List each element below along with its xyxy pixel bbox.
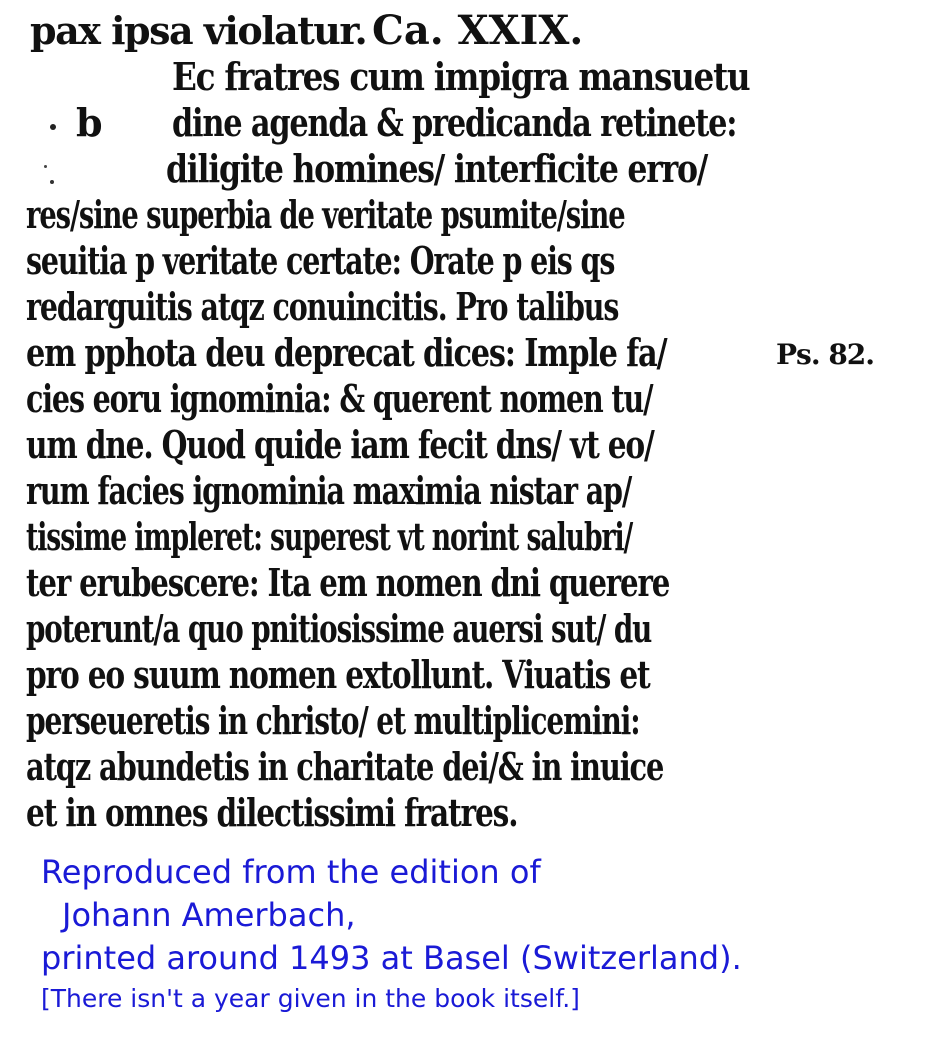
text-line: perseueretis in christo/ et multiplicemini: <box>26 698 640 743</box>
source-note-printer: Johann Amerbach, <box>62 896 356 934</box>
source-note-line3: printed around 1493 at Basel (Switzerland). <box>41 939 742 977</box>
text-line: Ec fratres cum impigra mansuetu <box>172 54 750 99</box>
source-note-disclaimer: [There isn't a year given in the book itself.] <box>41 984 580 1013</box>
text-line: dine agenda & predicanda retinete: <box>172 100 737 145</box>
text-line: et in omnes dilectissimi fratres. <box>26 790 518 835</box>
text-line: diligite homines/ interficite erro/ <box>166 146 708 191</box>
text-line: pro eo suum nomen extollunt. Viuatis et <box>26 652 650 697</box>
ink-speck <box>44 165 47 168</box>
margin-reference: Ps. 82. <box>776 338 875 371</box>
chapter-label: Ca. XXIX. <box>372 7 584 54</box>
text-line: ter erubescere: Ita em nomen dni querere <box>26 560 670 605</box>
ink-speck <box>50 124 56 130</box>
source-note-line1: Reproduced from the edition of <box>41 853 541 891</box>
text-line: atqz abundetis in charitate dei/& in inuice <box>26 744 664 789</box>
text-line: redarguitis atqz conuincitis. Pro talibus <box>26 284 619 329</box>
text-line: tissime impleret: superest vt norint salubri/ <box>26 514 633 559</box>
margin-letter: b <box>76 100 103 145</box>
text-line: seuitia p veritate certate: Orate p eis qs <box>26 238 615 283</box>
text-line: rum facies ignominia maximia nistar ap/ <box>26 468 632 513</box>
ink-speck <box>50 180 54 184</box>
text-line: em pphota deu deprecat dices: Imple fa/ <box>26 330 667 375</box>
text-line: res/sine superbia de veritate psumite/sine <box>26 192 625 237</box>
heading-line: pax ipsa violatur. <box>30 8 367 53</box>
text-line: cies eoru ignominia: & querent nomen tu/ <box>26 376 653 421</box>
text-line: um dne. Quod quide iam fecit dns/ vt eo/ <box>26 422 654 467</box>
text-line: poterunt/a quo pnitiosissime auersi sut/ du <box>26 606 652 651</box>
